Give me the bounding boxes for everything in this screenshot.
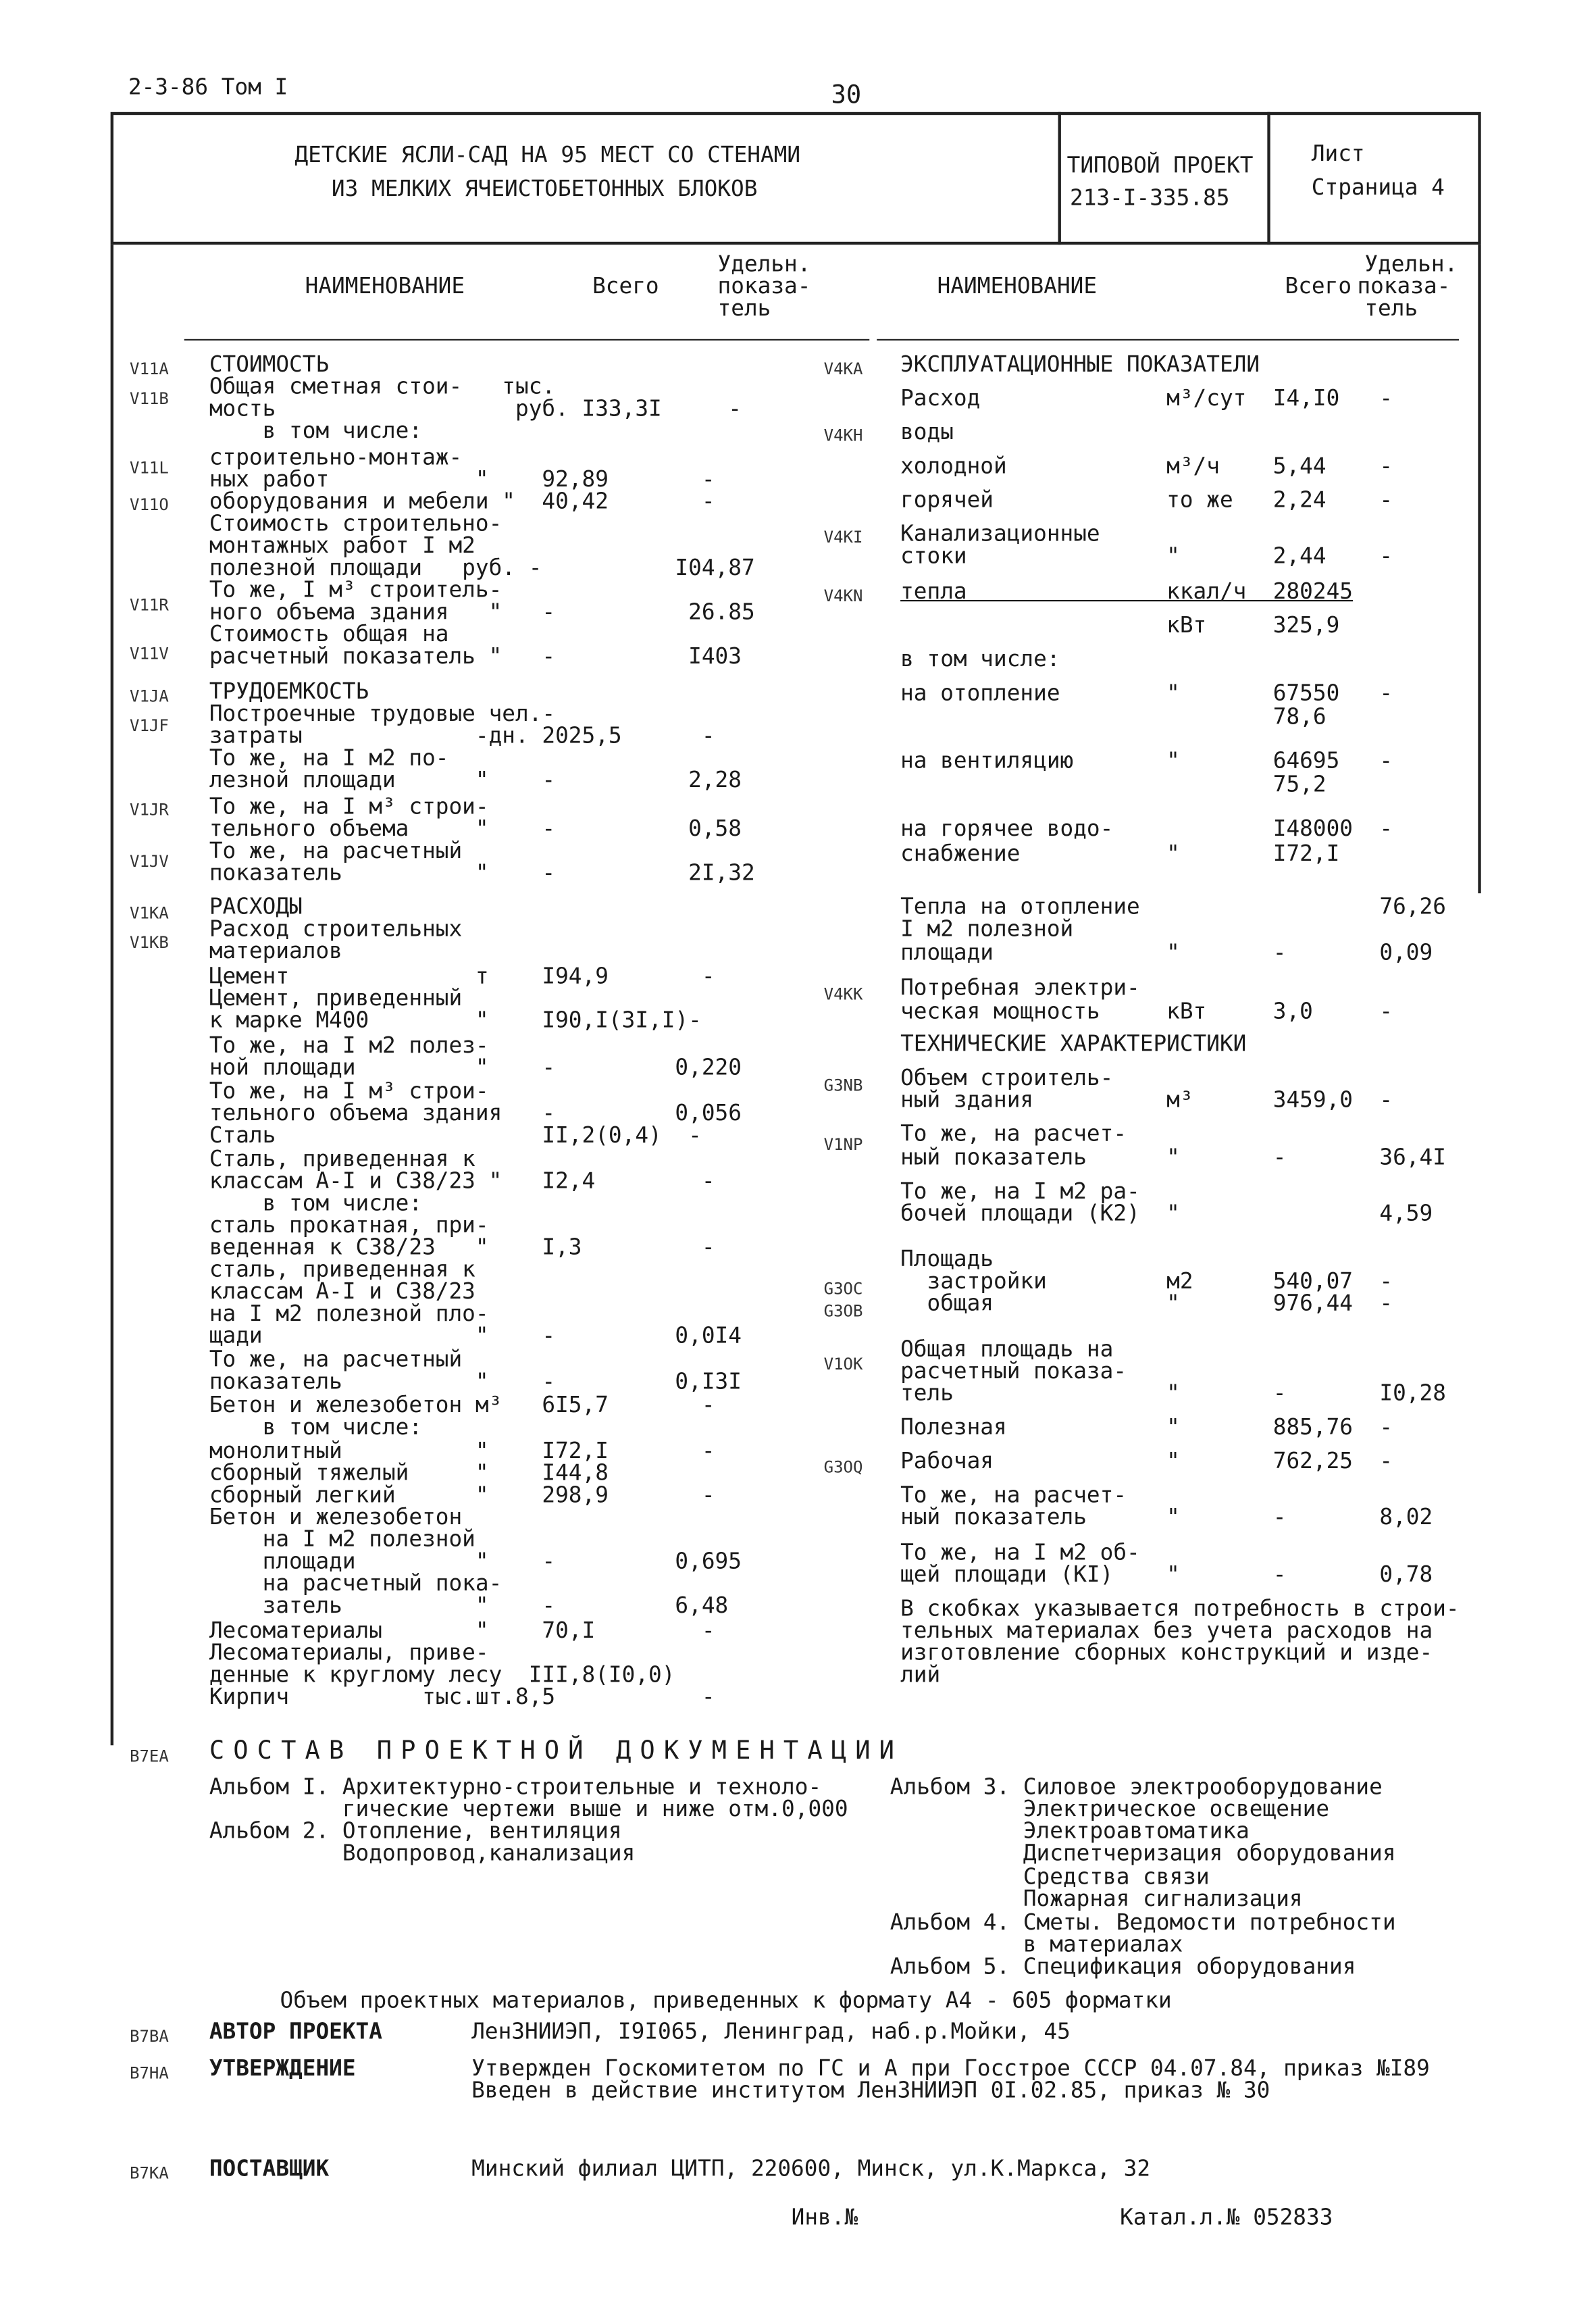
left-line: То же, I м³ строитель- [209,576,503,603]
right-line: бочей площади (K2) " 4,59 [900,1199,1433,1227]
left-line: Кирпич тыс.шт.8,5 - [209,1683,715,1710]
left-line: То же, на I м³ строи- [209,793,489,820]
left-line: Расход строительных [209,915,463,942]
code: B7HA [129,2063,169,2083]
code: V1OK [823,1355,863,1374]
left-line: ной площади " - 0,220 [209,1053,742,1081]
right-line: щей площади (KI) " - 0,78 [900,1561,1433,1588]
supplier-label: ПОСТАВЩИК [209,2155,330,2182]
left-line: Сталь, приведенная к [209,1145,475,1172]
left-line: материалов [209,937,342,964]
project-number: 213-I-335.85 [1069,184,1230,211]
project-label: ТИПОВОЙ ПРОЕКТ [1066,151,1254,178]
col-head-spec-right-3: тель [1364,295,1418,322]
left-line: монтажных работ I м2 [209,532,475,559]
right-line: Объем строитель- [900,1064,1114,1091]
right-line: застройки м2 540,07 - [900,1267,1393,1294]
col-head-name: НАИМЕНОВАНИЕ [305,272,465,299]
code: V4KK [823,984,863,1004]
left-line: ТРУДОЕМКОСТЬ [209,678,369,705]
right-line: лий [900,1661,941,1688]
left-line: То же, на I м2 по- [209,744,449,772]
left-line: классам А-I и С38/23 " I2,4 - [209,1167,715,1194]
series-label: 2-3-86 Том I [128,74,288,101]
col-head-total-right: Всего [1285,272,1352,299]
code: G3OQ [823,1457,863,1478]
right-line: В скобках указывается потребность в строи- [900,1594,1460,1621]
right-line: на отопление " 67550 - [900,679,1393,707]
right-line: снабжение " I72,I [900,840,1340,867]
left-line: тельного объема " - 0,58 [209,815,742,842]
code: V4KI [823,528,863,547]
approval-label: УТВЕРЖДЕНИЕ [209,2055,356,2082]
docs-right-line: Пожарная сигнализация [890,1885,1303,1912]
code: V11V [129,644,169,663]
left-line: сборный тяжелый " I44,8 [209,1459,609,1486]
left-line: Построечные трудовые чел.- [209,700,556,727]
docs-right-line: Альбом 3. Силовое электрооборудование [890,1773,1383,1800]
left-line: Стоимость строительно- [209,509,503,537]
docs-volume: Объем проектных материалов, приведенных к формату А4 - 605 форматки [280,1987,1172,2014]
right-line: расчетный показа- [900,1357,1127,1384]
code: V1JR [129,800,169,820]
left-line: ного объема здания " - 26.85 [209,598,755,626]
right-line: воды [900,418,954,445]
left-line: в том числе: [209,417,423,444]
left-line: То же, на расчетный [209,837,463,864]
right-line: кВт 325,9 [900,611,1340,638]
right-line: ТЕХНИЧЕСКИЕ ХАРАКТЕРИСТИКИ [900,1030,1247,1057]
left-line: Цемент, приведенный [209,984,463,1011]
left-line: Стоимость общая на [209,620,449,647]
code: B7EA [129,1746,169,1766]
left-line: Лесоматериалы " 70,I - [209,1617,715,1644]
docs-left-line: Альбом I. Архитектурно-строительные и техноло- [209,1773,822,1800]
left-line: сталь прокатная, при- [209,1211,489,1238]
code: V11B [129,388,169,409]
col-head-total: Всего [592,272,659,299]
col-head-spec-3: тель [717,295,771,322]
left-line: показатель " - 2I,32 [209,859,755,886]
right-line: Потребная электри- [900,974,1140,1001]
left-line: затель " - 6,48 [209,1592,729,1619]
code: G3OC [823,1279,863,1299]
right-line: Рабочая " 762,25 - [900,1447,1393,1474]
docs-left-line: гические чертежи выше и ниже отм.0,000 [209,1795,848,1822]
left-line: СТОИМОСТЬ [209,351,330,378]
left-line: тельного объема здания - 0,056 [209,1099,742,1126]
right-line: Общая площадь на [900,1335,1114,1362]
doc-title-line1: ДЕТСКИЕ ЯСЛИ-САД НА 95 МЕСТ СО СТЕНАМИ [294,141,801,168]
right-line: Тепла на отопление 76,26 [900,893,1446,920]
right-line: ный здания м³ 3459,0 - [900,1086,1393,1113]
right-line: То же, на расчет- [900,1120,1127,1147]
left-line: сталь, приведенная к [209,1255,475,1283]
left-line: затраты -дн. 2025,5 - [209,722,715,749]
code: V1KB [129,933,169,953]
left-line: площади " - 0,695 [209,1547,742,1575]
sheet-page: Страница 4 [1311,174,1445,201]
left-line: Бетон и железобетон [209,1503,463,1530]
right-line: в том числе: [900,645,1060,672]
left-line: оборудования и мебели " 40,42 - [209,488,715,515]
docs-heading: СОСТАВ ПРОЕКТНОЙ ДОКУМЕНТАЦИИ [209,1736,904,1766]
left-line: Цемент т I94,9 - [209,962,715,989]
code: V11L [129,458,169,478]
left-line: мость руб. I33,3I - [209,395,742,422]
docs-right-line: Средства связи [890,1863,1210,1890]
left-line: ных работ " 92,89 - [209,466,715,493]
code: V1JV [129,852,169,872]
right-line: тель " - I0,28 [900,1380,1446,1407]
left-line: веденная к С38/23 " I,3 - [209,1234,715,1261]
col-head-name-right: НАИМЕНОВАНИЕ [937,272,1098,299]
left-line: в том числе: [209,1189,423,1216]
author-label: АВТОР ПРОЕКТА [209,2017,382,2045]
left-line: щади " - 0,0I4 [209,1322,742,1349]
approval-line-1: Утвержден Госкомитетом по ГС и А при Госстрое СССР 04.07.84, приказ №I89 [471,2055,1430,2082]
docs-right-line: Диспетчеризация оборудования [890,1839,1396,1867]
left-line: показатель " - 0,I3I [209,1367,742,1394]
left-line: лезной площади " - 2,28 [209,766,742,793]
docs-right-line: Альбом 5. Спецификация оборудования [890,1953,1356,1980]
code: G3OB [823,1301,863,1321]
approval-line-2: Введен в действие институтом ЛенЗНИИЭП 0I.02.85, приказ № 30 [471,2077,1270,2104]
right-line: I м2 полезной [900,915,1074,942]
code: V11R [129,595,169,615]
code: V11A [129,359,169,379]
doc-title-line2: ИЗ МЕЛКИХ ЯЧЕИСТОБЕТОННЫХ БЛОКОВ [331,175,758,202]
col-head-spec-1: Удельн. [717,250,811,278]
right-line: изготовление сборных конструкций и изде- [900,1639,1433,1666]
right-line: общая " 976,44 - [900,1290,1393,1317]
docs-right-line: Электрическое освещение [890,1795,1330,1822]
title-block [111,112,1481,245]
docs-left-line: Водопровод,канализация [209,1839,636,1867]
right-line: Площадь [900,1245,994,1272]
code: V11O [129,495,169,515]
code: V1JF [129,716,169,736]
right-line: То же, на I м2 ра- [900,1178,1140,1205]
code: B7KA [129,2163,169,2184]
code: G3NB [823,1076,863,1096]
code: V1JA [129,686,169,707]
left-line: на I м2 полезной [209,1526,475,1553]
right-line: ный показатель " - 36,4I [900,1144,1446,1171]
left-line: на расчетный пока- [209,1569,503,1596]
left-line: Бетон и железобетон м³ 6I5,7 - [209,1391,715,1418]
right-line: ческая мощность кВт 3,0 - [900,998,1393,1025]
page-number: 30 [831,80,862,111]
right-line: То же, на I м2 об- [900,1538,1140,1566]
left-line: Лесоматериалы, приве- [209,1639,489,1666]
code: V4KN [823,586,863,606]
docs-right-line: Альбом 4. Сметы. Ведомости потребности [890,1909,1396,1936]
supplier-value: Минский филиал ЦИТП, 220600, Минск, ул.К.Маркса, 32 [471,2155,1151,2182]
left-line: РАСХОДЫ [209,893,303,920]
left-line: классам А-I и С38/23 [209,1278,475,1305]
col-head-spec-right-2: показа- [1357,272,1451,299]
docs-right-line: Электроавтоматика [890,1817,1250,1844]
right-line: площади " - 0,09 [900,938,1433,966]
right-line: Расход м³/сут I4,I0 - [900,384,1393,411]
author-value: ЛенЗНИИЭП, I9I065, Ленинград, наб.р.Мойки, 45 [471,2017,1071,2045]
right-line: стоки " 2,44 - [900,542,1393,570]
left-line: расчетный показатель " - I403 [209,643,742,670]
right-line: на горячее водо- I48000 - [900,815,1393,842]
code: V4KH [823,426,863,445]
right-line: тепла ккал/ч 280245 [900,578,1353,605]
right-line: холодной м³/ч 5,44 - [900,452,1393,480]
left-line: на I м2 полезной пло- [209,1300,489,1327]
code: V1KA [129,903,169,923]
left-line: в том числе: [209,1413,423,1440]
left-line: Сталь II,2(0,4) - [209,1122,702,1149]
docs-left-line: Альбом 2. Отопление, вентиляция [209,1817,622,1844]
left-line: Общая сметная стои- тыс. [209,372,556,400]
sheet-label: Лист [1311,140,1365,167]
left-line: То же, на расчетный [209,1345,463,1373]
left-line: строительно-монтаж- [209,443,463,470]
left-line: То же, на I м³ строи- [209,1077,489,1105]
left-line: То же, на I м2 полез- [209,1032,489,1059]
left-line: к марке М400 " I90,I(3I,I)- [209,1007,702,1034]
left-line: полезной площади руб. - I04,87 [209,554,755,581]
right-line: ЭКСПЛУАТАЦИОННЫЕ ПОКАЗАТЕЛИ [900,351,1260,378]
right-line: Полезная " 885,76 - [900,1413,1393,1440]
right-line: на вентиляцию " 64695 - [900,747,1393,774]
inventory-number: Инв.№ [791,2203,858,2231]
code: V1NP [823,1134,863,1155]
right-line: горячей то же 2,24 - [900,486,1393,513]
code: V4KA [823,359,863,379]
col-head-spec-right-1: Удельн. [1364,250,1458,278]
catalog-number: Катал.л.№ 052833 [1120,2203,1333,2231]
docs-right-line: в материалах [890,1931,1183,1958]
col-head-spec-2: показа- [717,272,811,299]
left-line: сборный легкий " 298,9 - [209,1481,715,1508]
right-line: 78,6 [900,703,1327,730]
right-line: Канализационные [900,520,1100,547]
right-line: 75,2 [900,771,1327,798]
left-line: монолитный " I72,I - [209,1437,715,1464]
left-line: денные к круглому лесу III,8(I0,0) [209,1661,675,1688]
code: B7BA [129,2026,169,2046]
right-line: То же, на расчет- [900,1481,1127,1508]
right-line: ный показатель " - 8,02 [900,1503,1433,1530]
right-line: тельных материалах без учета расходов на [900,1617,1433,1644]
